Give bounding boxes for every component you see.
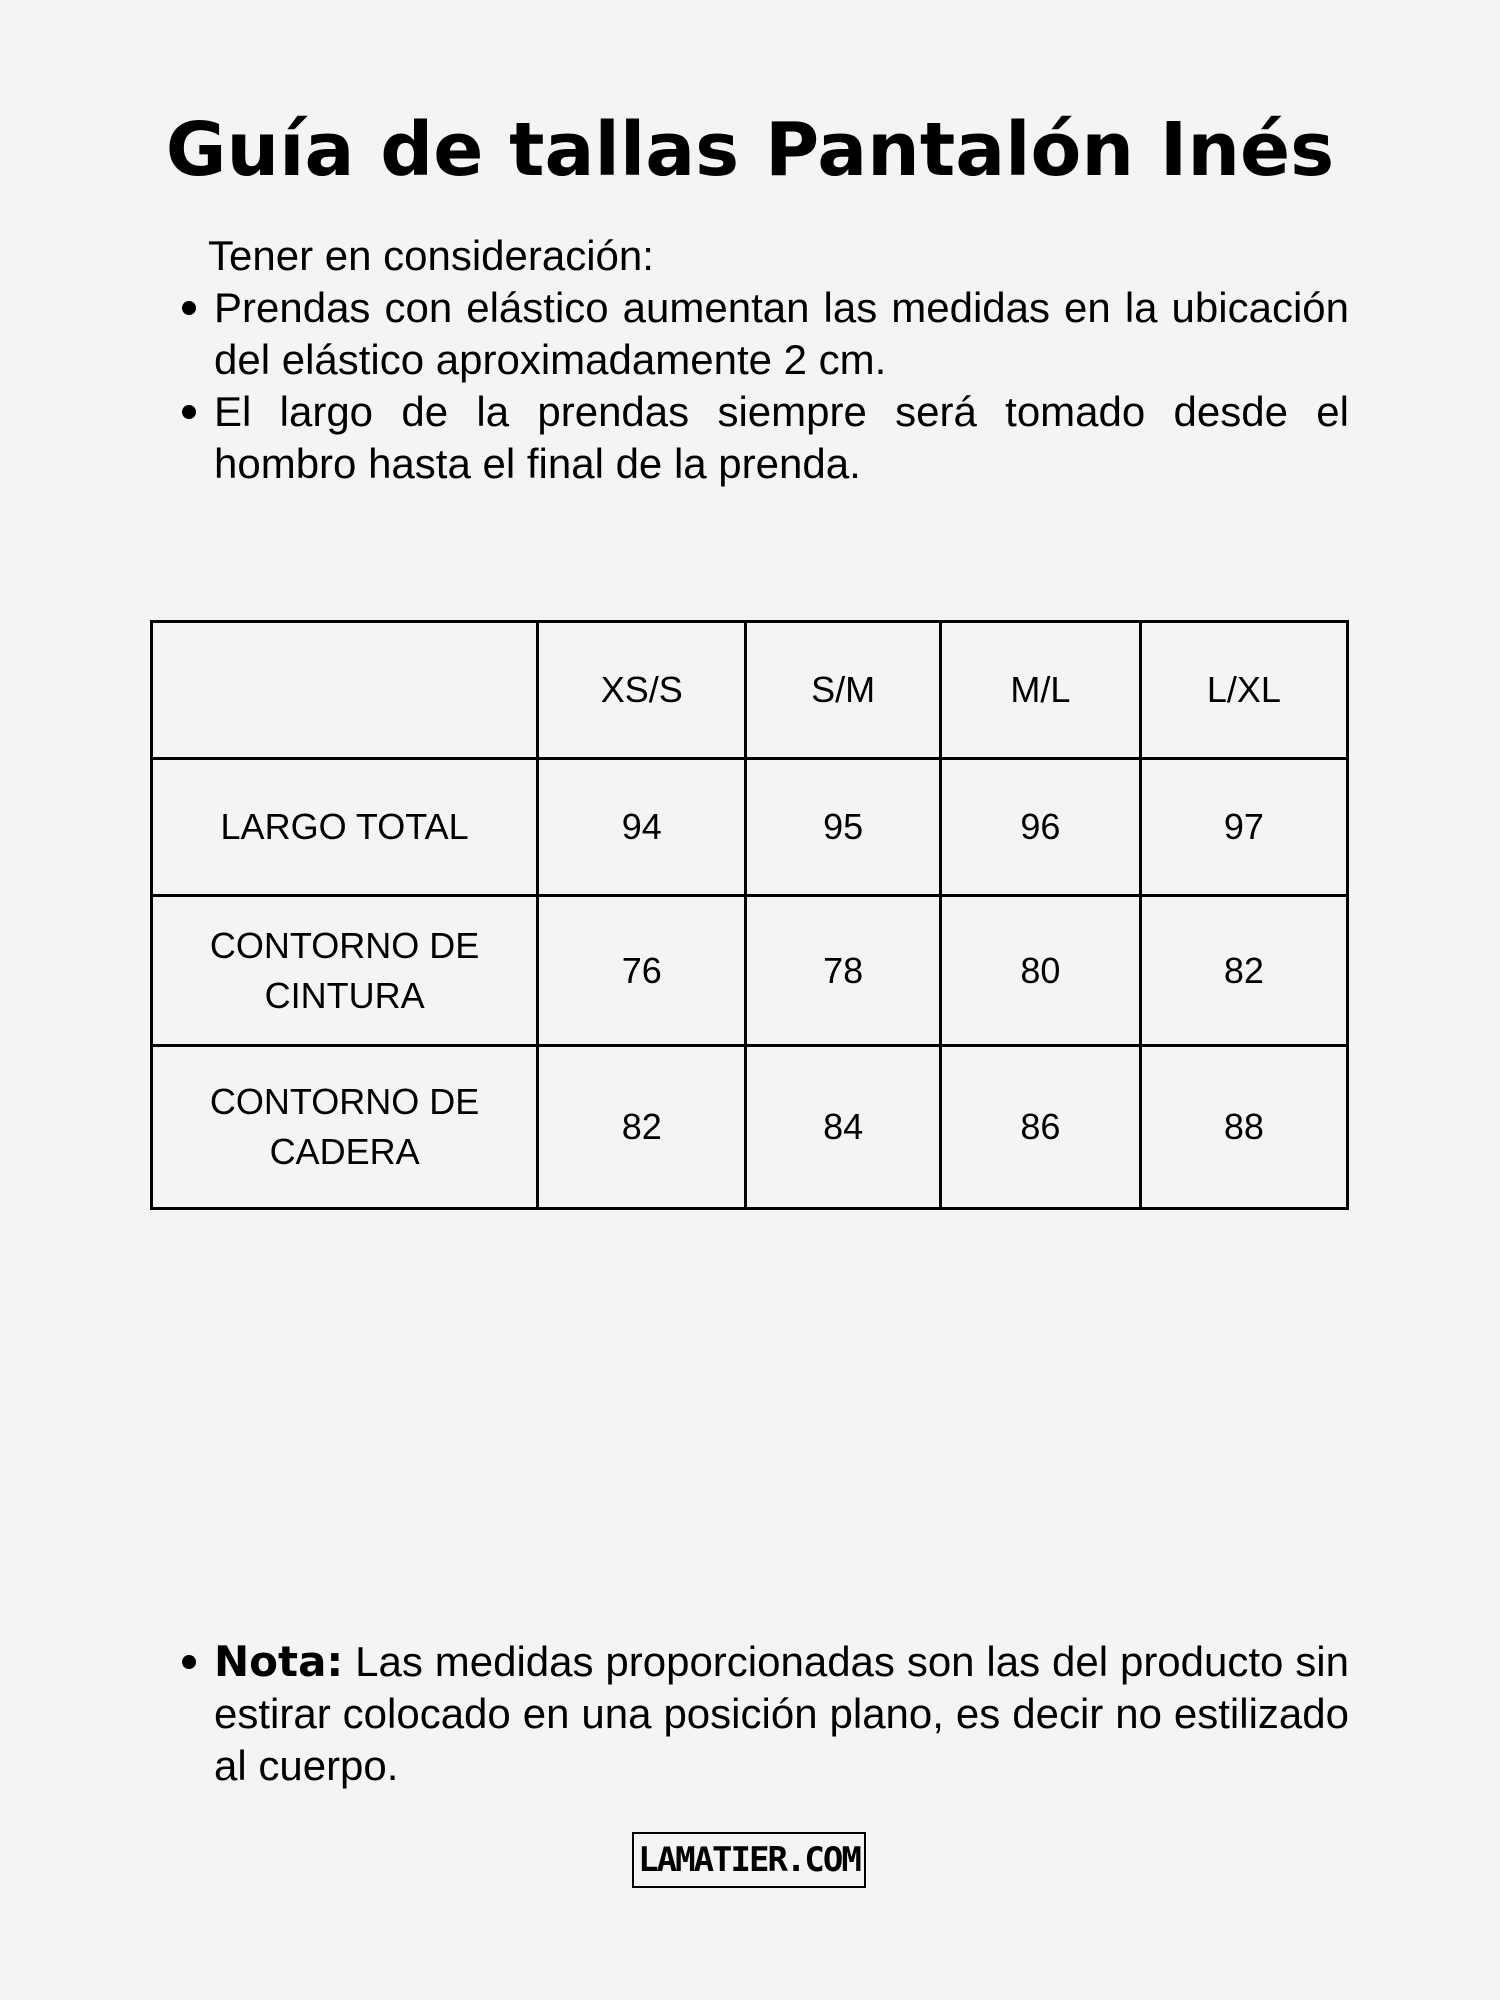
consideration-list [214, 282, 1349, 490]
table-row [152, 1046, 1348, 1209]
table-header-cell: XS/S [538, 622, 746, 759]
table-header-cell: L/XL [1140, 622, 1347, 759]
row-label: CONTORNO DE CINTURA [152, 896, 538, 1046]
note-item [214, 1636, 1349, 1792]
intro-heading: Tener en consideración: [208, 232, 654, 279]
list-item-text: El largo de la prendas siempre será tomado desde el hombro hasta el final de la prenda. [214, 388, 1349, 487]
table-cell: 78 [746, 896, 941, 1046]
bullet-icon [182, 1655, 196, 1669]
table-header-cell: S/M [746, 622, 941, 759]
table-cell: 95 [746, 759, 941, 896]
table-row [152, 759, 1348, 896]
table-cell: 80 [940, 896, 1140, 1046]
table-cell: 94 [538, 759, 746, 896]
bullet-icon [182, 405, 196, 419]
table-header-row [152, 622, 1348, 759]
note-text: Las medidas proporcionadas son las del producto sin estirar colocado en una posición plano, es decir no estilizado al cuerpo. [214, 1638, 1349, 1789]
list-item [214, 282, 1349, 386]
table-cell: 82 [538, 1046, 746, 1209]
table-cell: 96 [940, 759, 1140, 896]
table-cell: 84 [746, 1046, 941, 1209]
size-table [150, 620, 1349, 1210]
list-item [214, 386, 1349, 490]
table-cell: 88 [1140, 1046, 1347, 1209]
bullet-icon [182, 301, 196, 315]
table-row [152, 896, 1348, 1046]
table-header-cell: M/L [940, 622, 1140, 759]
table-cell: 86 [940, 1046, 1140, 1209]
row-label: CONTORNO DE CADERA [152, 1046, 538, 1209]
table-cell: 82 [1140, 896, 1347, 1046]
table-cell: 97 [1140, 759, 1347, 896]
row-label: LARGO TOTAL [152, 759, 538, 896]
note-label: Nota: [214, 1637, 344, 1686]
page-title: Guía de tallas Pantalón Inés [165, 107, 1335, 193]
website-link[interactable]: LAMATIER.COM [632, 1832, 866, 1888]
note-list [214, 1636, 1349, 1792]
list-item-text: Prendas con elástico aumentan las medidas en la ubicación del elástico aproximadamente 2 cm. [214, 284, 1349, 383]
table-header-cell [152, 622, 538, 759]
table-cell: 76 [538, 896, 746, 1046]
